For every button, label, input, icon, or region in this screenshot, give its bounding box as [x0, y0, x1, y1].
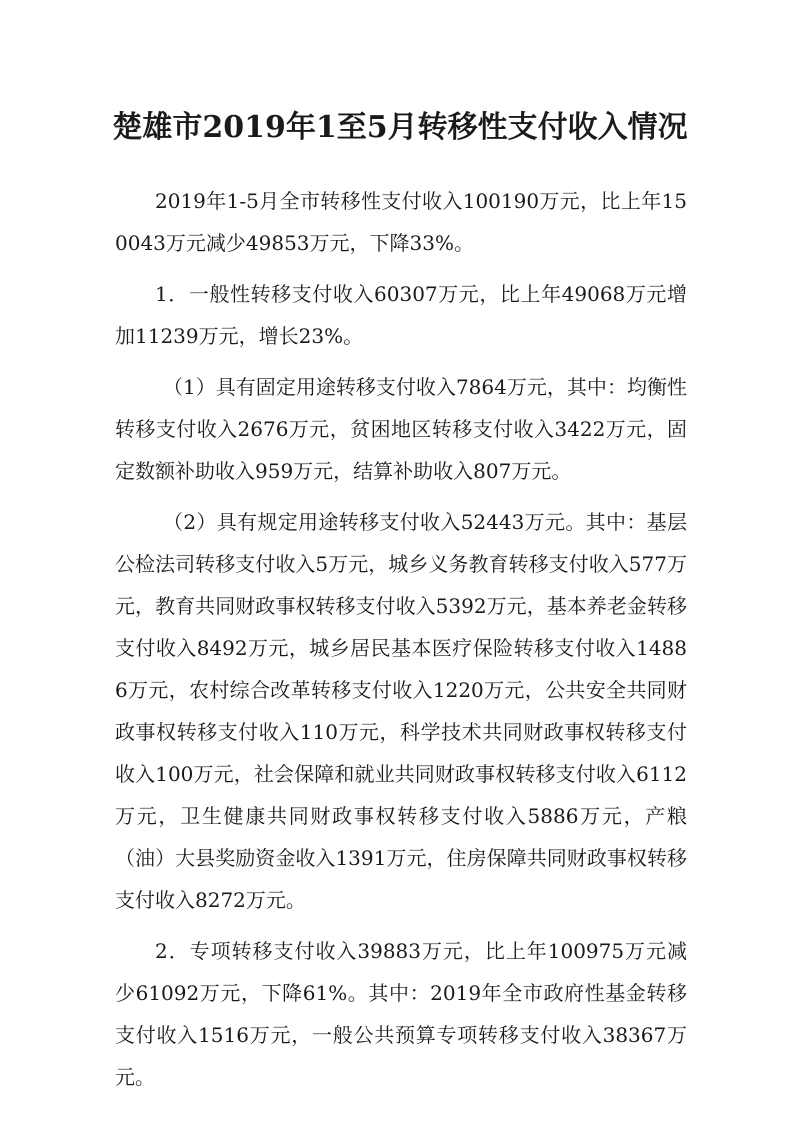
- paragraph-fixed-purpose: （1）具有固定用途转移支付收入7864万元，其中：均衡性转移支付收入2676万元，贫困地区转移支付收入3422万元，固定数额补助收入959万元，结算补助收入807万元。: [115, 375, 687, 483]
- document-title: 楚雄市2019年1至5月转移性支付收入情况: [112, 110, 688, 145]
- paragraph-special-transfer: 2．专项转移支付收入39883万元，比上年100975万元减少61092万元，下降61%。其中：2019年全市政府性基金转移支付收入1516万元，一般公共预算专项转移支付收入38367万元。: [115, 939, 687, 1089]
- document-body: [115, 180, 687, 1107]
- paragraph-general-transfer: 1．一般性转移支付收入60307万元，比上年49068万元增加11239万元，增长23%。: [115, 282, 687, 348]
- paragraph-specified-purpose: （2）具有规定用途转移支付收入52443万元。其中：基层公检法司转移支付收入5万元，城乡义务教育转移支付收入577万元，教育共同财政事权转移支付收入5392万元，基本养老金转移支付收入8492万元，城乡居民基本医疗保险转移支付收入14886万元，农村综合改革转移支付收入1220万元，公共安全共同财政事权转移支付收入110万元，科学技术共同财政事权转移支付收入100万元，社会保障和就业共同财政事权转移支付收入6112万元，卫生健康共同财政事权转移支付收入5886万元，产粮（油）大县奖励资金收入1391万元，住房保障共同财政事权转移支付收入8272万元。: [115, 510, 687, 912]
- paragraph-summary: 2019年1-5月全市转移性支付收入100190万元，比上年150043万元减少49853万元，下降33%。: [115, 189, 687, 255]
